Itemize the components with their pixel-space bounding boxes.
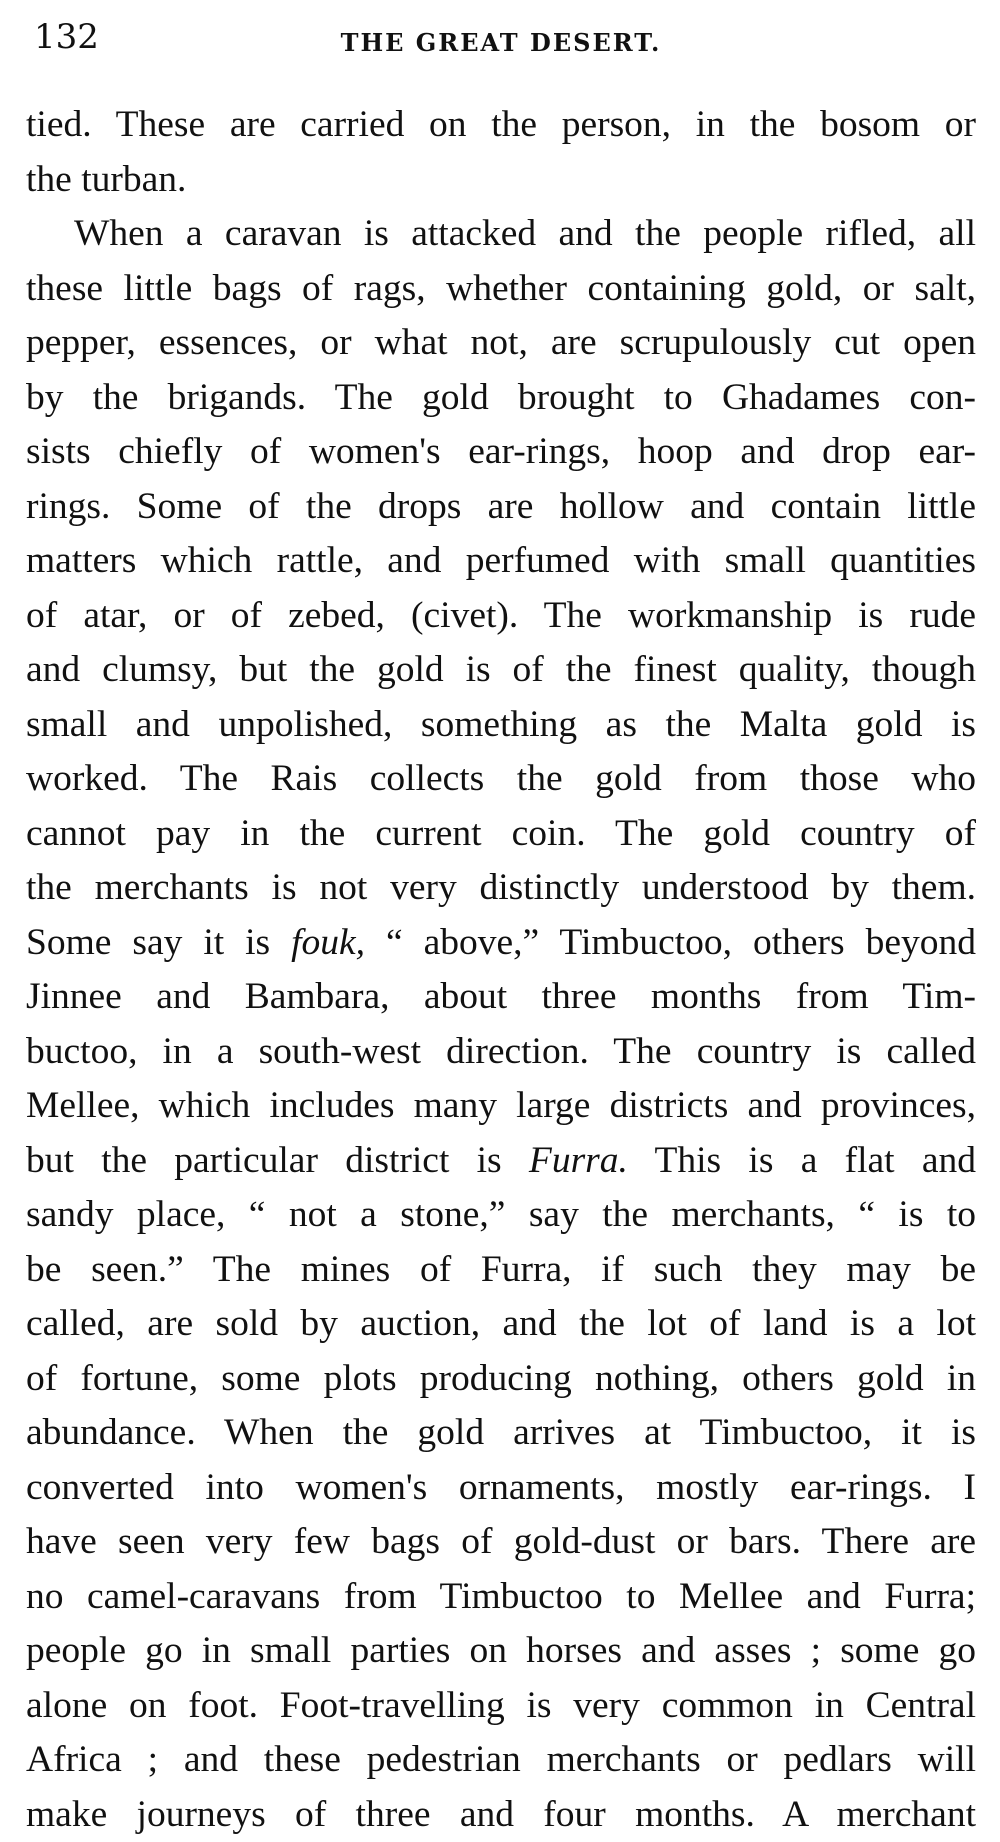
text-line: When a caravan is attacked and the people rifled, all bbox=[26, 207, 976, 262]
text-line: the merchants is not very distinctly understood by them. bbox=[26, 861, 976, 916]
text-line: the turban. bbox=[26, 153, 976, 208]
text-segment: “ above,” Timbuctoo, others beyond bbox=[365, 922, 976, 963]
text-line: and clumsy, but the gold is of the finest quality, though bbox=[26, 643, 976, 698]
text-line: no camel-caravans from Timbuctoo to Mellee and Furra; bbox=[26, 1570, 976, 1625]
text-segment: Some say it is bbox=[26, 922, 291, 963]
text-line: of fortune, some plots producing nothing, others gold in bbox=[26, 1352, 976, 1407]
text-line: called, are sold by auction, and the lot of land is a lot bbox=[26, 1297, 976, 1352]
page-number: 132 bbox=[34, 20, 99, 54]
text-line: tied. These are carried on the person, in the bosom or bbox=[26, 98, 976, 153]
page-header bbox=[26, 16, 976, 64]
text-line: buctoo, in a south-west direction. The country is called bbox=[26, 1025, 976, 1080]
text-line: have seen very few bags of gold-dust or bars. There are bbox=[26, 1515, 976, 1570]
text-line: sists chiefly of women's ear-rings, hoop and drop ear- bbox=[26, 425, 976, 480]
text-segment: but the particular district is bbox=[26, 1140, 529, 1181]
text-line: pepper, essences, or what not, are scrupulously cut open bbox=[26, 316, 976, 371]
text-line: abundance. When the gold arrives at Timbuctoo, it is bbox=[26, 1406, 976, 1461]
text-line: converted into women's ornaments, mostly ear-rings. I bbox=[26, 1461, 976, 1516]
italic-word: Furra. bbox=[529, 1140, 628, 1181]
text-line-with-italic bbox=[26, 916, 976, 971]
body-text bbox=[26, 98, 976, 1842]
text-line: rings. Some of the drops are hollow and contain little bbox=[26, 480, 976, 535]
text-line: by the brigands. The gold brought to Ghadames con- bbox=[26, 371, 976, 426]
italic-word: fouk, bbox=[291, 922, 365, 963]
text-segment: This is a flat and bbox=[628, 1140, 976, 1181]
text-line: Mellee, which includes many large districts and provinces, bbox=[26, 1079, 976, 1134]
text-line: matters which rattle, and perfumed with small quantities bbox=[26, 534, 976, 589]
text-line: people go in small parties on horses and asses ; some go bbox=[26, 1624, 976, 1679]
text-line: alone on foot. Foot-travelling is very common in Central bbox=[26, 1679, 976, 1734]
text-line: sandy place, “ not a stone,” say the merchants, “ is to bbox=[26, 1188, 976, 1243]
text-line: cannot pay in the current coin. The gold country of bbox=[26, 807, 976, 862]
running-head: THE GREAT DESERT. bbox=[26, 28, 976, 57]
text-line-with-italic bbox=[26, 1134, 976, 1189]
text-line: these little bags of rags, whether containing gold, or salt, bbox=[26, 262, 976, 317]
text-line: of atar, or of zebed, (civet). The workmanship is rude bbox=[26, 589, 976, 644]
text-line: Jinnee and Bambara, about three months from Tim- bbox=[26, 970, 976, 1025]
text-line: be seen.” The mines of Furra, if such they may be bbox=[26, 1243, 976, 1298]
text-line: Africa ; and these pedestrian merchants or pedlars will bbox=[26, 1733, 976, 1788]
text-line: make journeys of three and four months. A merchant bbox=[26, 1788, 976, 1842]
text-line: worked. The Rais collects the gold from those who bbox=[26, 752, 976, 807]
text-line: small and unpolished, something as the Malta gold is bbox=[26, 698, 976, 753]
